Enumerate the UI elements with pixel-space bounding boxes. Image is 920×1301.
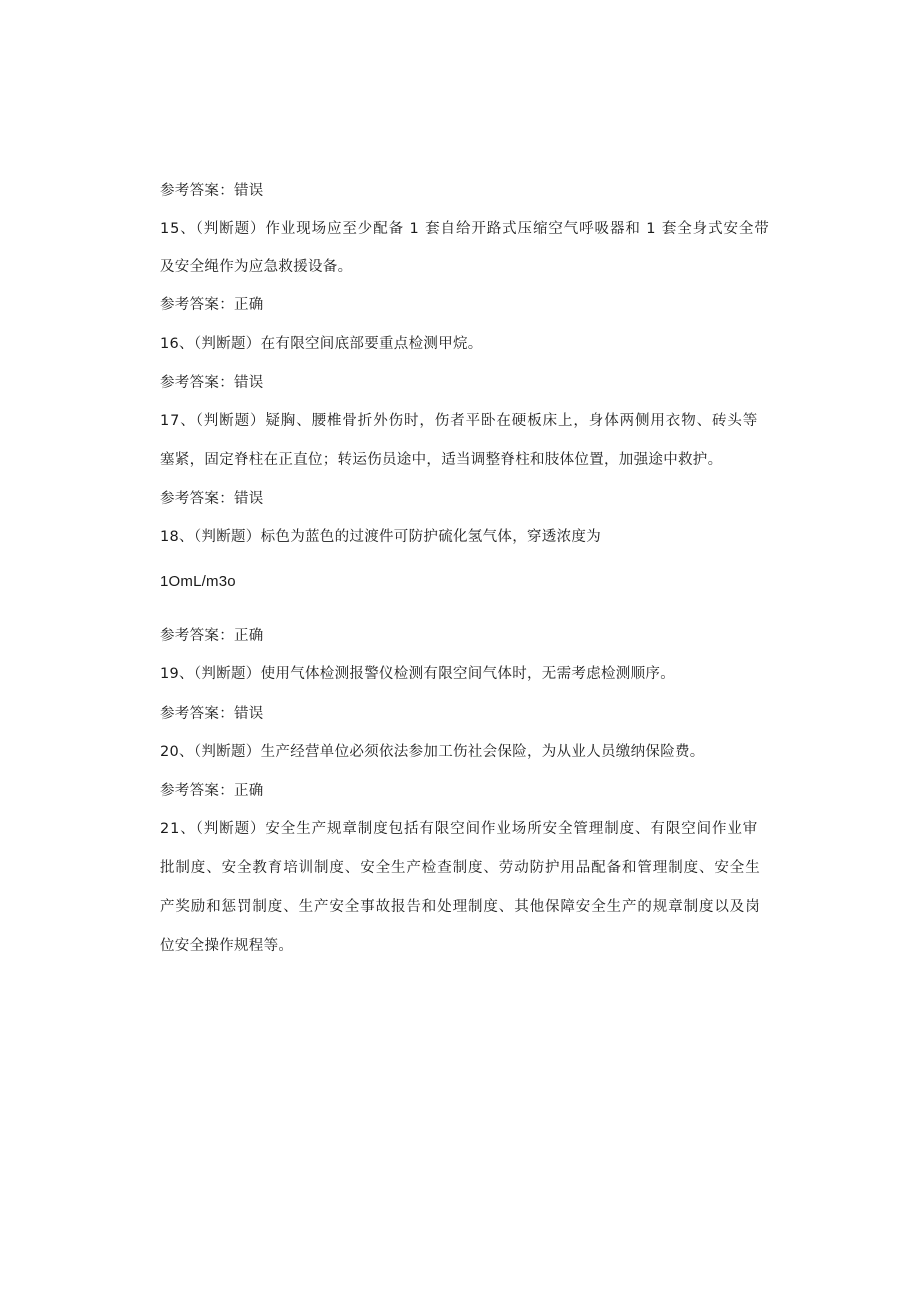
answer-16: 参考答案：错误 [160, 375, 264, 391]
question-17-line-2: 塞紧，固定脊柱在正直位；转运伤员途中，适当调整脊柱和肢体位置，加强途中救护。 [160, 452, 723, 468]
question-18-line-2: 1OmL/m3o [160, 573, 236, 590]
question-19: 19、（判断题）使用气体检测报警仪检测有限空间气体时，无需考虑检测顺序。 [160, 666, 675, 682]
question-15-line-2: 及安全绳作为应急救援设备。 [160, 259, 353, 275]
question-17-line-1: 17、（判断题）疑胸、腰椎骨折外伤时，伤者平卧在硬板床上，身体两侧用衣物、砖头等 [160, 413, 759, 429]
question-21-line-1: 21、（判断题）安全生产规章制度包括有限空间作业场所安全管理制度、有限空间作业审 [160, 821, 759, 837]
answer-20: 参考答案：正确 [160, 783, 264, 799]
question-21-line-4: 位安全操作规程等。 [160, 938, 294, 954]
question-20: 20、（判断题）生产经营单位必须依法参加工伤社会保险，为从业人员缴纳保险费。 [160, 744, 705, 760]
question-21-line-3: 产奖励和惩罚制度、生产安全事故报告和处理制度、其他保障安全生产的规章制度以及岗 [160, 899, 761, 915]
question-21-line-2: 批制度、安全教育培训制度、安全生产检查制度、劳动防护用品配备和管理制度、安全生 [160, 860, 761, 876]
question-18-line-1: 18、（判断题）标色为蓝色的过渡件可防护硫化氢气体，穿透浓度为 [160, 529, 601, 545]
answer-19: 参考答案：错误 [160, 706, 264, 722]
answer-18: 参考答案：正确 [160, 628, 264, 644]
answer-14: 参考答案：错误 [160, 183, 264, 199]
question-15-line-1: 15、（判断题）作业现场应至少配备 1 套自给开路式压缩空气呼吸器和 1 套全身式安全带 [160, 221, 770, 237]
answer-15: 参考答案：正确 [160, 297, 264, 313]
answer-17: 参考答案：错误 [160, 491, 264, 507]
question-16: 16、（判断题）在有限空间底部要重点检测甲烷。 [160, 336, 483, 352]
